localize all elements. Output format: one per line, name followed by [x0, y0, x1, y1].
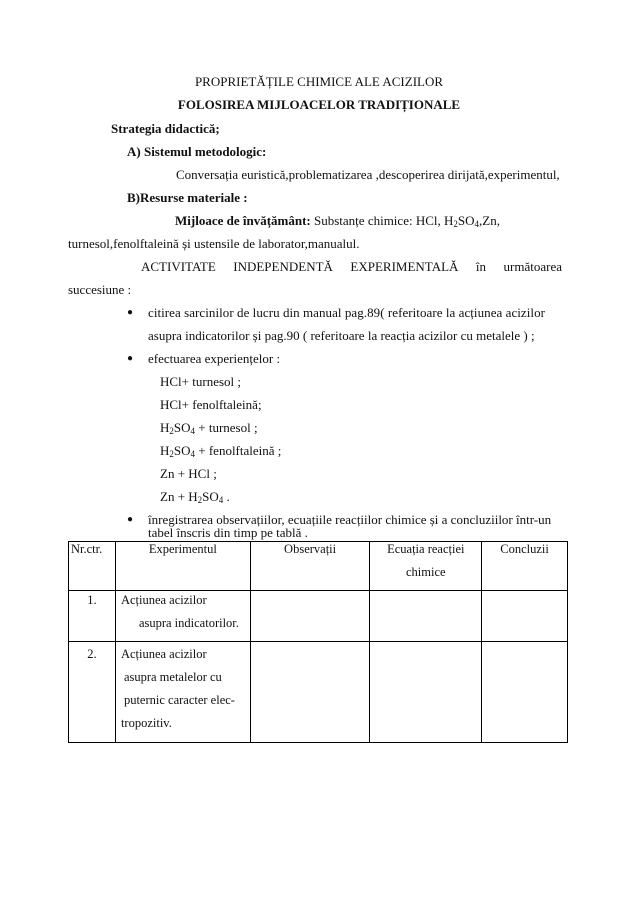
activity-word: în	[475, 259, 487, 274]
experiment-4	[160, 443, 281, 458]
methodological-system-heading: A) Sistemul metodologic:	[127, 144, 267, 159]
table-header-row	[69, 542, 568, 591]
formula-part: SO	[173, 420, 191, 435]
row-equation	[370, 591, 482, 642]
teaching-means-label: Mijloace de învățământ:	[175, 213, 311, 228]
bullet-icon: ●	[127, 307, 134, 318]
activity-word: EXPERIMENTALĂ	[350, 259, 459, 274]
subscript: 4	[474, 219, 480, 229]
teaching-means-continuation: turnesol,fenolftaleină și ustensile de laborator,manualul.	[68, 236, 360, 251]
bullet-1-line-1	[148, 305, 562, 320]
formula-part: H	[160, 443, 170, 458]
activity-word: INDEPENDENTĂ	[233, 259, 333, 274]
row-number: 2.	[69, 642, 116, 743]
row-experiment-line: asupra indicatorilor.	[138, 616, 239, 630]
subscript: 4	[190, 426, 196, 436]
formula-part: .	[223, 489, 230, 504]
header-observations: Observații	[250, 542, 370, 591]
row-observations	[250, 642, 370, 743]
bullet-3-line-1: înregistrarea observațiilor, ecuațiile reacțiilor chimice și a concluziilor într-un	[148, 512, 552, 527]
row-experiment-line: asupra metalelor cu	[123, 670, 222, 684]
header-nr: Nr.ctr.	[69, 542, 116, 591]
formula-part: Zn + H	[160, 489, 198, 504]
subscript: 4	[218, 495, 224, 505]
row-experiment-line: Acțiunea acizilor	[120, 593, 207, 607]
material-resources-heading: B)Resurse materiale :	[127, 190, 248, 205]
experiment-6	[160, 489, 230, 504]
subscript: 2	[169, 426, 174, 436]
activity-word: următoarea	[503, 259, 562, 274]
row-experiment-line: puternic caracter elec-	[123, 693, 235, 707]
header-equation-line-1: Ecuația reacției	[387, 542, 465, 556]
methods-text: Conversația euristică,problematizarea ,descoperirea dirijată,experimentul,	[176, 167, 560, 182]
observations-table	[68, 541, 568, 743]
row-experiment	[115, 642, 250, 743]
header-experiment: Experimentul	[115, 542, 250, 591]
row-experiment-line: Acțiunea acizilor	[120, 647, 207, 661]
experiment-5: Zn + HCl ;	[160, 466, 217, 481]
activity-line	[141, 259, 562, 274]
experiment-1: HCl+ turnesol ;	[160, 374, 241, 389]
row-conclusions	[482, 642, 568, 743]
formula-part: SO	[202, 489, 219, 504]
bullet-3-line-2: tabel înscris din timp pe tablă .	[148, 525, 308, 540]
bullet-icon: ●	[127, 353, 134, 364]
row-observations	[250, 591, 370, 642]
bullet-icon: ●	[127, 514, 134, 525]
title-main: PROPRIETĂȚILE CHIMICE ALE ACIZILOR	[194, 74, 444, 89]
teaching-means-text-2: SO	[457, 213, 475, 228]
row-experiment	[115, 591, 250, 642]
teaching-means-text-3: ,Zn,	[479, 213, 500, 228]
succession-text: succesiune :	[68, 282, 132, 297]
formula-part: SO	[173, 443, 191, 458]
header-equation	[370, 542, 482, 591]
row-equation	[370, 642, 482, 743]
row-experiment-line: tropozitiv.	[120, 716, 172, 730]
subscript: 2	[197, 495, 203, 505]
teaching-means-line	[175, 213, 500, 228]
row-conclusions	[482, 591, 568, 642]
title-sub: FOLOSIREA MIJLOACELOR TRADIȚIONALE	[177, 97, 461, 112]
experiment-3	[160, 420, 258, 435]
row-number: 1.	[69, 591, 116, 642]
header-equation-line-2: chimice	[405, 565, 446, 579]
formula-part: + fenolftaleină ;	[195, 443, 282, 458]
bullet-1-text: citirea sarcinilor de lucru din manual pag.89( referitoare la acțiunea acizilor	[148, 305, 546, 320]
table-row	[69, 642, 568, 743]
bullet-2-text: efectuarea experiențelor :	[148, 351, 281, 366]
bullet-1-line-2: asupra indicatorilor și pag.90 ( referitoare la reacția acizilor cu metalele ) ;	[148, 328, 535, 343]
subscript: 2	[169, 449, 174, 459]
teaching-means-text: Substanțe chimice: HCl, H	[310, 213, 454, 228]
formula-part: + turnesol ;	[195, 420, 258, 435]
activity-word: ACTIVITATE	[141, 259, 216, 274]
experiment-2: HCl+ fenolftaleină;	[160, 397, 262, 412]
subscript: 4	[190, 449, 196, 459]
formula-part: H	[160, 420, 170, 435]
subscript: 2	[453, 219, 458, 229]
strategy-heading: Strategia didactică;	[111, 121, 220, 136]
header-conclusions: Concluzii	[482, 542, 568, 591]
table-row	[69, 591, 568, 642]
